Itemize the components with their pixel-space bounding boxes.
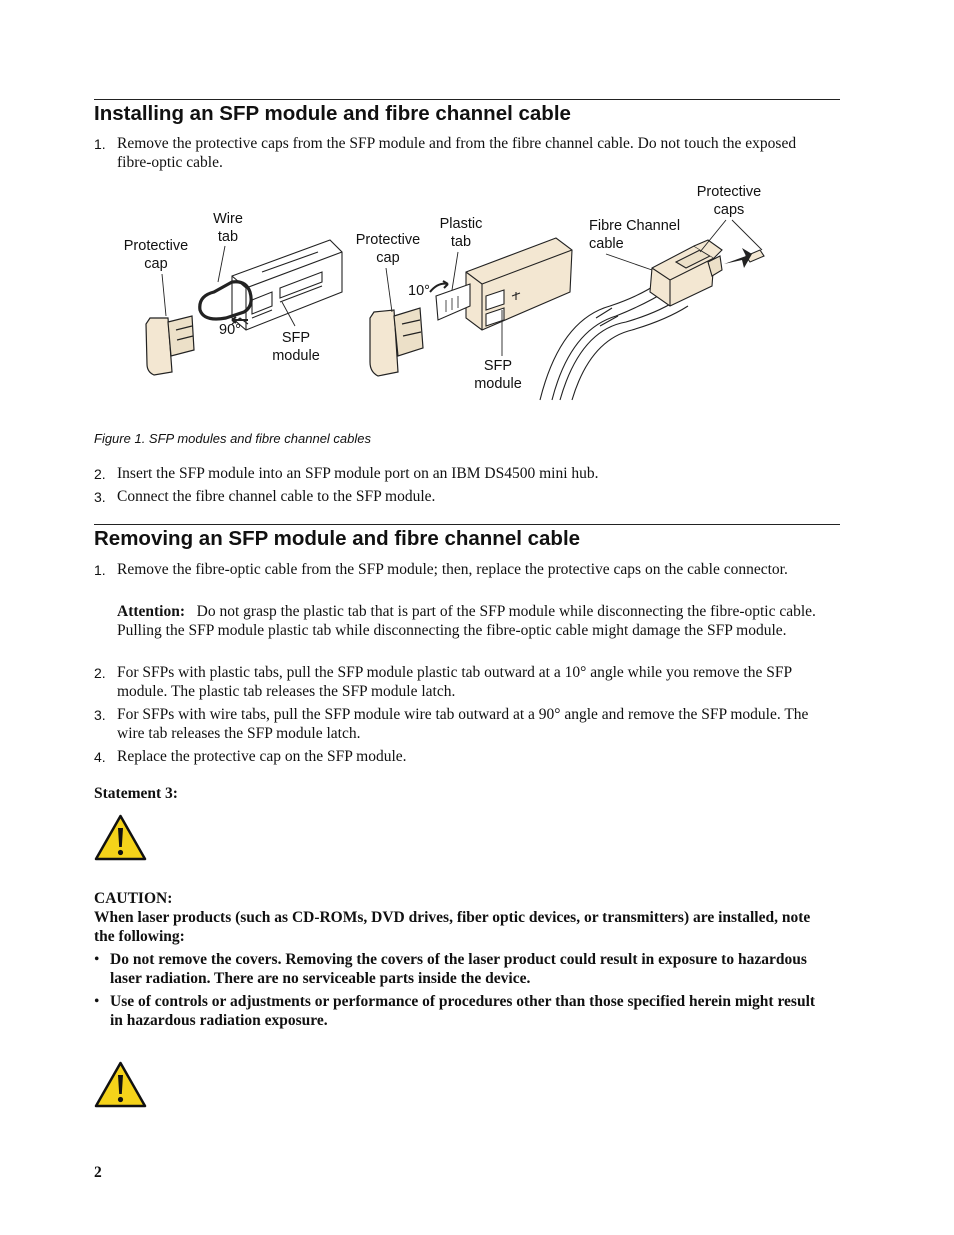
step-number: 1.: [94, 136, 106, 152]
step-text: Replace the protective cap on the SFP module.: [117, 748, 407, 765]
label-angle-90: 90°: [219, 322, 241, 338]
label-fibre-channel-cable: Fibre Channel cable: [589, 218, 681, 252]
rotate-arrow-10-icon: [430, 281, 448, 292]
label-protective-cap-left: Protective cap: [123, 238, 189, 272]
step-number: 3.: [94, 707, 106, 723]
sfp-module-wire-illustration: [200, 240, 342, 330]
page-number: 2: [94, 1164, 102, 1181]
step-text: Remove the fibre-optic cable from the SFP module; then, replace the protective caps on the cable connector.: [117, 561, 788, 578]
caution-intro: When laser products (such as CD-ROMs, DVD drives, fiber optic devices, or transmitters) are installed, note the following:: [94, 909, 811, 945]
label-protective-cap-middle: Protective cap: [355, 232, 421, 266]
step-number: 3.: [94, 489, 106, 505]
step-number: 2.: [94, 665, 106, 681]
attention-note: [117, 602, 837, 640]
step-text: Remove the protective caps from the SFP module and from the fibre channel cable. Do not touch the exposed fibre-optic cable.: [117, 135, 797, 171]
fibre-channel-cable-illustration: [540, 240, 764, 400]
label-angle-10: 10°: [408, 283, 430, 299]
bullet-text: Use of controls or adjustments or performance of procedures other than those specified herein might result in hazardous radiation exposure.: [110, 993, 816, 1029]
attention-label: Attention:: [117, 603, 186, 620]
step-number: 4.: [94, 749, 106, 765]
label-wire-tab: Wire tab: [213, 211, 243, 245]
step-text: For SFPs with wire tabs, pull the SFP module wire tab outward at a 90° angle and remove the SFP module. The wire tab releases the SFP module latch.: [117, 706, 809, 742]
remove-heading: Removing an SFP module and fibre channel cable: [94, 527, 581, 550]
protective-cap-left-illustration: [146, 316, 194, 375]
step-number: 1.: [94, 562, 106, 578]
bullet-text: Do not remove the covers. Removing the covers of the laser product could result in exposure to hazardous laser radiation. There are no serviceable parts inside the device.: [110, 951, 807, 987]
bullet-glyph: •: [94, 993, 100, 1010]
step-text: Connect the fibre channel cable to the SFP module.: [117, 488, 436, 505]
label-protective-caps: Protective caps: [696, 184, 762, 218]
protective-cap-middle-illustration: [370, 308, 423, 376]
label-sfp-module-right: SFP module: [474, 358, 522, 392]
step-text: Insert the SFP module into an SFP module port on an IBM DS4500 mini hub.: [117, 465, 599, 482]
step-number: 2.: [94, 466, 106, 482]
step-text: For SFPs with plastic tabs, pull the SFP module plastic tab outward at a 10° angle while you remove the SFP module. The plastic tab releases the SFP module latch.: [117, 664, 792, 700]
install-heading: Installing an SFP module and fibre channel cable: [94, 102, 571, 125]
statement-title: Statement 3:: [94, 785, 178, 802]
section-rule-remove: [94, 524, 840, 525]
warning-triangle-icon: [94, 1061, 147, 1108]
caution-label: CAUTION:: [94, 890, 173, 907]
bullet-glyph: •: [94, 951, 100, 968]
insert-arrow-icon: [724, 248, 752, 268]
figure-caption: Figure 1. SFP modules and fibre channel cables: [94, 431, 372, 446]
warning-triangle-icon: [94, 814, 147, 861]
label-plastic-tab: Plastic tab: [439, 216, 483, 250]
label-sfp-module-left: SFP module: [272, 330, 320, 364]
sfp-module-plastic-illustration: [436, 238, 572, 330]
attention-text: Do not grasp the plastic tab that is part of the SFP module while disconnecting the fibre-optic cable. Pulling the SFP module plastic tab while disconnecting the fibre-optic cable might damage the SFP module.: [117, 603, 816, 639]
